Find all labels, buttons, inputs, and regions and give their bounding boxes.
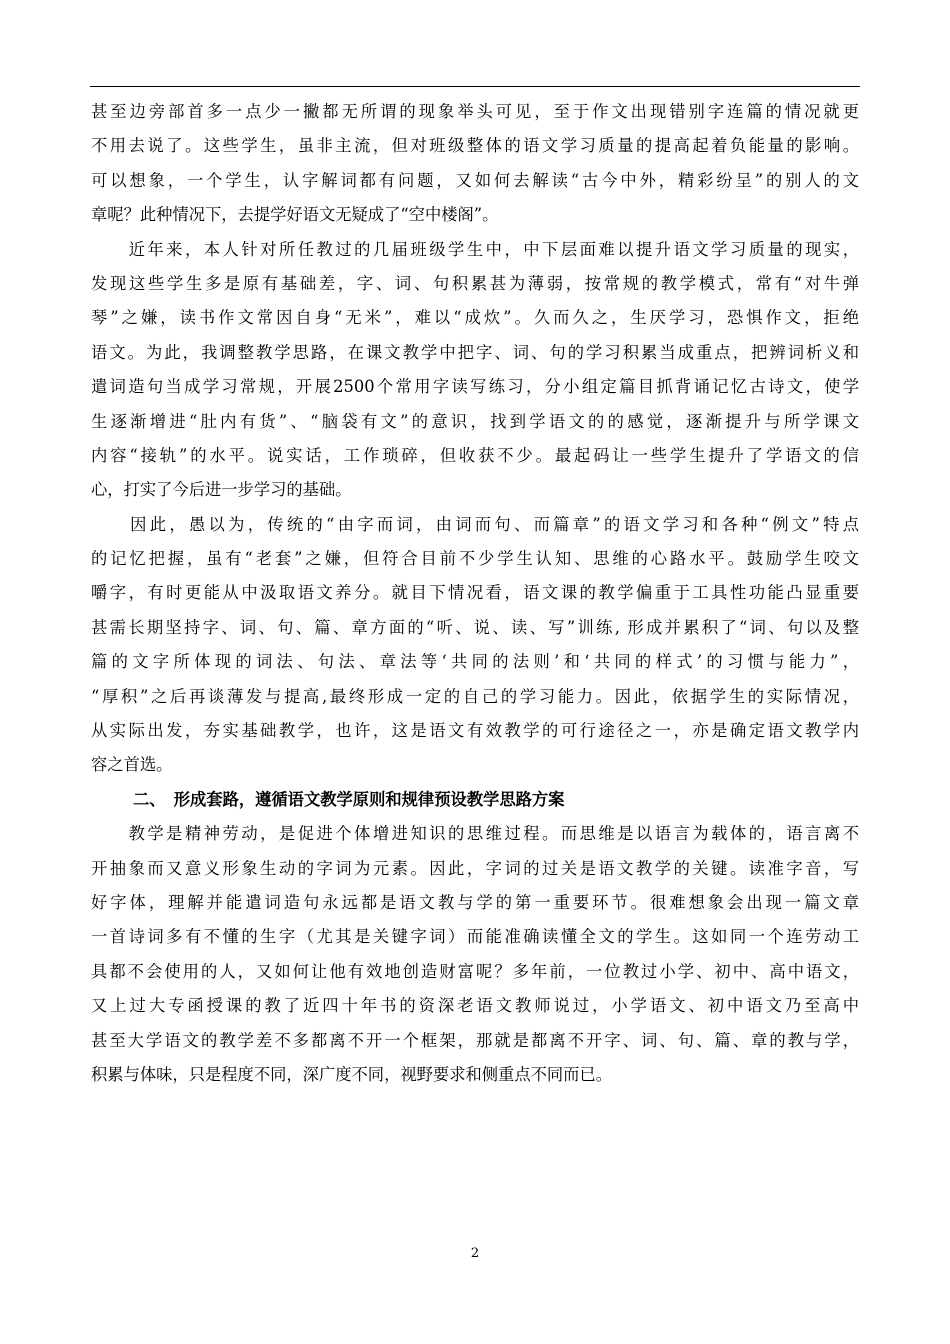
text-line: 琴”之嫌，读书作文常因自身“无米”，难以“成炊”。久而久之，生厌学习，恐惧作文，拒绝: [91, 308, 859, 328]
text-line: 嚼字，有时更能从中汲取语文养分。就目下情况看，语文课的教学偏重于工具性功能凸显重要: [91, 583, 859, 603]
text-line: 不用去说了。这些学生，虽非主流，但对班级整体的语文学习质量的提高起着负能量的影响。: [91, 136, 859, 156]
text-line: 具都不会使用的人，又如何让他有效地创造财富呢？多年前，一位教过小学、初中、高中语文，: [91, 961, 859, 981]
text-line: 的记忆把握，虽有“老套”之嫌，但符合目前不少学生认知、思维的心路水平。鼓励学生咬文: [91, 549, 859, 569]
heading-text: 二、 形成套路，遵循语文教学原则和规律预设教学思路方案: [133, 789, 565, 809]
text-line: 近年来，本人针对所任教过的几届班级学生中，中下层面难以提升语文学习质量的现实，: [91, 239, 859, 259]
text-line: 语文。为此，我调整教学思路，在课文教学中把字、词、句的学习积累当成重点，把辨词析义和: [91, 342, 859, 362]
text-line: 甚至大学语文的教学差不多都离不开一个框架，那就是都离不开字、词、句、篇、章的教与学，: [91, 1030, 859, 1050]
text-line: 内容“接轨”的水平。说实话，工作琐碎，但收获不少。最起码让一些学生提升了学语文的信: [91, 445, 859, 465]
section-heading: [91, 783, 859, 817]
text-line: 容之首选。: [91, 755, 173, 775]
text-line: 开抽象而又意义形象生动的字词为元素。因此，字词的过关是语文教学的关键。读准字音，写: [91, 858, 859, 878]
text-line: “厚积”之后再谈薄发与提高,最终形成一定的自己的学习能力。因此，依据学生的实际情况，: [91, 686, 859, 706]
page-number: 2: [470, 1246, 480, 1261]
text-line: 又上过大专函授课的教了近四十年书的资深老语文教师说过，小学语文、初中语文乃至高中: [91, 996, 859, 1016]
text-line: 甚需长期坚持字、词、句、篇、章方面的“听、说、读、写”训练, 形成并累积了“词、句以及整: [91, 617, 859, 637]
text-line: 可以想象，一个学生，认字解词都有问题，又如何去解读“古今中外，精彩纷呈”的别人的文: [91, 170, 859, 190]
body-text: [91, 95, 859, 1092]
text-line: 生逐渐增进“肚内有货”、“脑袋有文”的意识，找到学语文的的感觉，逐渐提升与所学课文: [91, 411, 859, 431]
text-line: 从实际出发，夯实基础教学，也许，这是语文有效教学的可行途径之一，亦是确定语文教学内: [91, 721, 859, 741]
header-rule: [90, 86, 860, 87]
text-line: 因此，愚以为，传统的“由字而词，由词而句、而篇章”的语文学习和各种“例文”特点: [91, 514, 859, 534]
paragraph: [91, 817, 859, 1092]
text-line: 一首诗词多有不懂的生字（尤其是关键字词）而能准确读懂全文的学生。这如同一个连劳动工: [91, 927, 859, 947]
text-line: 遣词造句当成学习常规，开展2500个常用字读写练习，分小组定篇目抓背诵记忆古诗文，使学: [91, 377, 859, 397]
text-line: 心，打实了今后进一步学习的基础。: [91, 480, 352, 500]
text-line: 篇的文字所体现的词法、句法、章法等‘共同的法则’和‘共同的样式’的习惯与能力”，: [91, 652, 859, 672]
paragraph: [91, 508, 859, 783]
text-line: 教学是精神劳动，是促进个体增进知识的思维过程。而思维是以语言为载体的，语言离不: [91, 824, 859, 844]
text-line: 发现这些学生多是原有基础差，字、词、句积累甚为薄弱，按常规的教学模式，常有“对牛弹: [91, 273, 859, 293]
paragraph: [91, 95, 859, 233]
text-line: 章呢？此种情况下，去提学好语文无疑成了“空中楼阁”。: [91, 205, 499, 225]
text-line: 积累与体味，只是程度不同，深广度不同，视野要求和侧重点不同而已。: [91, 1064, 613, 1084]
paragraph: [91, 233, 859, 508]
text-line: 好字体，理解并能遣词造句永远都是语文教与学的第一重要环节。很难想象会出现一篇文章: [91, 892, 859, 912]
text-line: 甚至边旁部首多一点少一撇都无所谓的现象举头可见，至于作文出现错别字连篇的情况就更: [91, 102, 859, 121]
